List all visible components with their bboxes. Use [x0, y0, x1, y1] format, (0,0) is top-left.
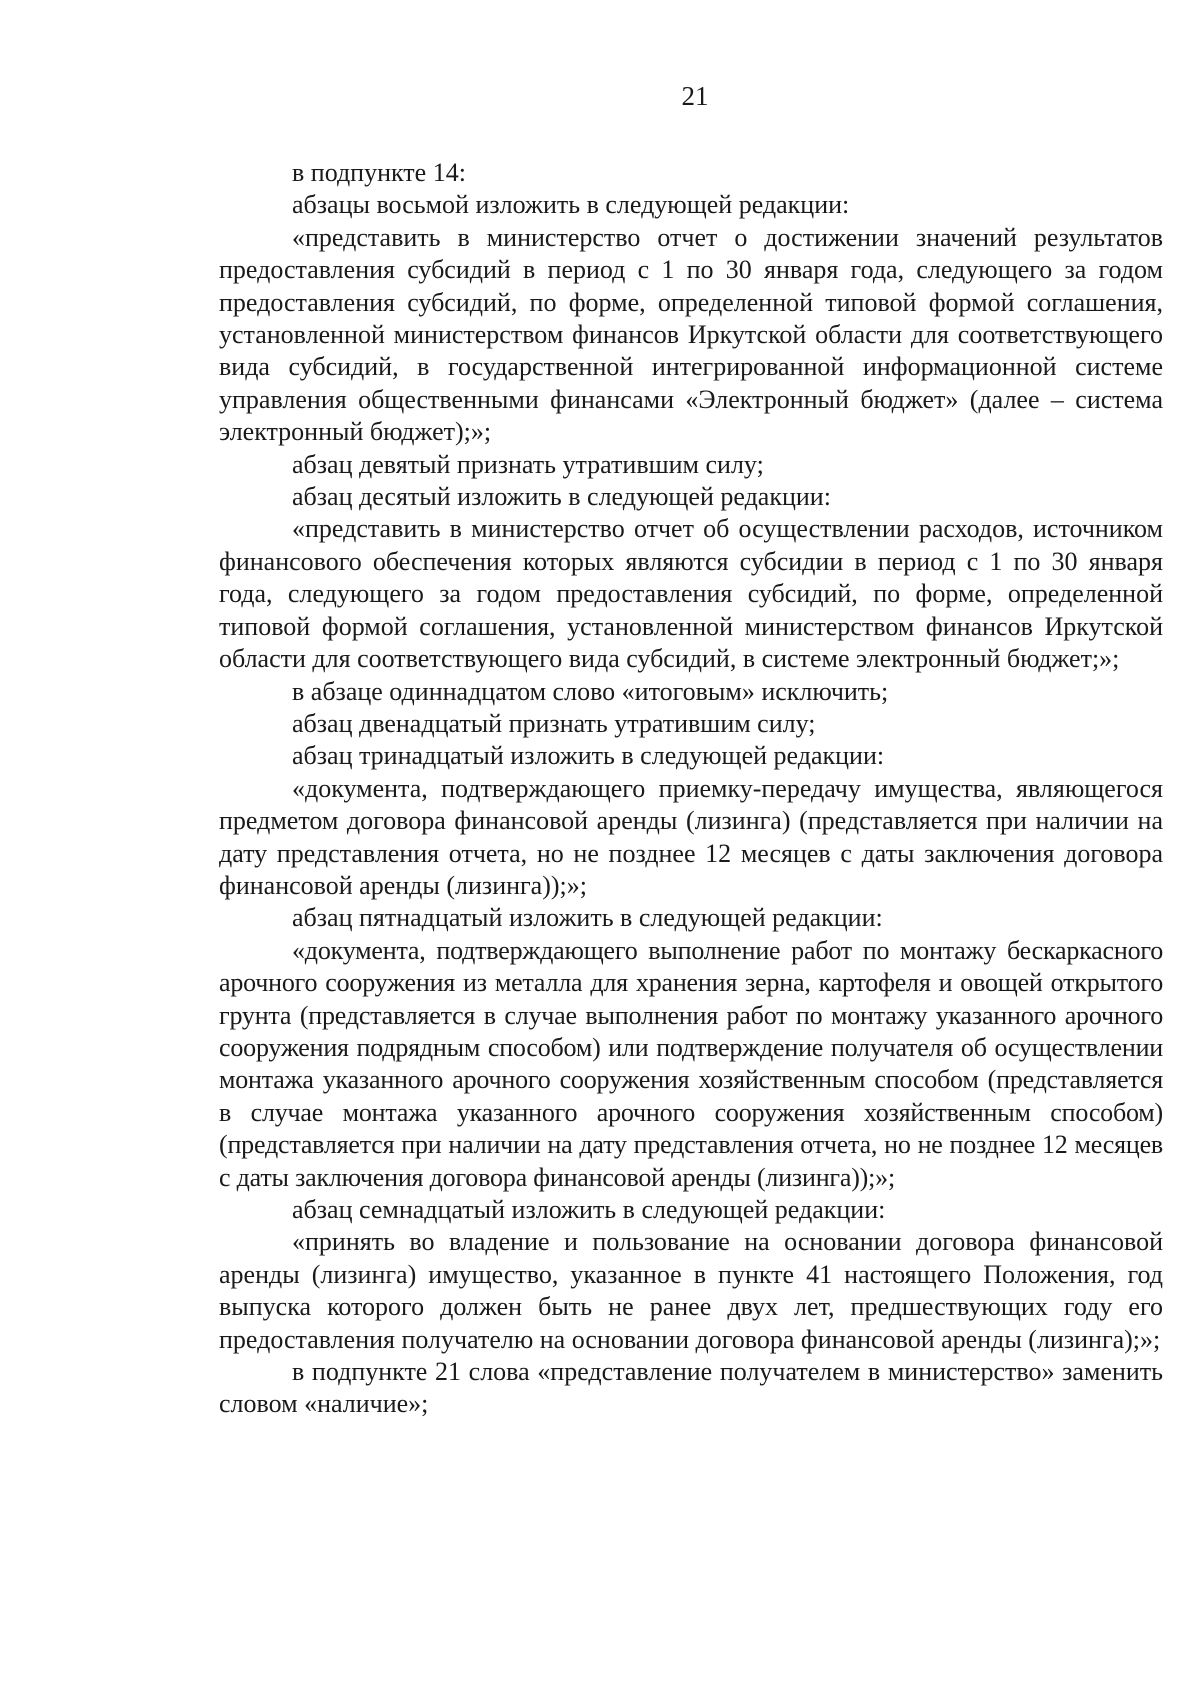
paragraph: в подпункте 21 слова «представление получателем в министерство» заменить словом «наличие»; — [219, 1357, 1163, 1419]
paragraph: в абзаце одиннадцатом слово «итоговым» исключить; — [292, 676, 889, 706]
paragraph: абзац тринадцатый изложить в следующей редакции: — [292, 741, 885, 771]
paragraph: абзац девятый признать утратившим силу; — [292, 449, 764, 479]
paragraph: абзац семнадцатый изложить в следующей редакции: — [292, 1195, 886, 1224]
page-number: 21 — [681, 81, 709, 111]
paragraph: «представить в министерство отчет об осуществлении расходов, источником финансового обеспечения которых являются субсидии в период с 1 по 30 января года, следующего за годом предоставления субсидий, по форме, определенной типовой формой соглашения, установленной министерством финансов Иркутской области для соответствующего вида субсидий, в системе электронный бюджет;»; — [219, 514, 1163, 674]
paragraph: абзац двенадцатый признать утратившим силу; — [292, 708, 816, 738]
paragraph: в подпункте 14: — [292, 158, 466, 187]
paragraph: абзац десятый изложить в следующей редакции: — [292, 482, 831, 512]
paragraph: «принять во владение и пользование на основании договора финансовой аренды (лизинга) имущество, указанное в пункте 41 настоящего Положения, год выпуска которого должен быть не ранее двух лет, предшествующих году его предоставления получателю на основании договора финансовой аренды (лизинга);»; — [219, 1227, 1163, 1354]
document-body — [219, 157, 1163, 1421]
paragraph: «документа, подтверждающего приемку-передачу имущества, являющегося предметом договора финансовой аренды (лизинга) (представляется при наличии на дату представления отчета, но не позднее 12 месяцев с даты заключения договора финансовой аренды (лизинга));»; — [219, 773, 1163, 900]
paragraph: абзацы восьмой изложить в следующей редакции: — [292, 190, 850, 220]
paragraph: «документа, подтверждающего выполнение работ по монтажу бескаркасного арочного сооружения из металла для хранения зерна, картофеля и овощей открытого грунта (представляется в случае выполнения работ по монтажу указанного арочного сооружения подрядным способом) или подтверждение получателя об осуществлении монтажа указанного арочного сооружения хозяйственным способом (представляется в случае монтажа указанного арочного сооружения хозяйственным способом) (представляется при наличии на дату представления отчета, но не позднее 12 месяцев с даты заключения договора финансовой аренды (лизинга));»; — [219, 935, 1163, 1192]
paragraph: абзац пятнадцатый изложить в следующей редакции: — [292, 903, 883, 933]
paragraph: «представить в министерство отчет о достижении значений результатов предоставления субсидий в период с 1 по 30 января года, следующего за годом предоставления субсидий, по форме, определенной типовой формой соглашения, установленной министерством финансов Иркутской области для соответствующего вида субсидий, в государственной интегрированной информационной системе управления общественными финансами «Электронный бюджет» (далее – система электронный бюджет);»; — [219, 222, 1163, 447]
